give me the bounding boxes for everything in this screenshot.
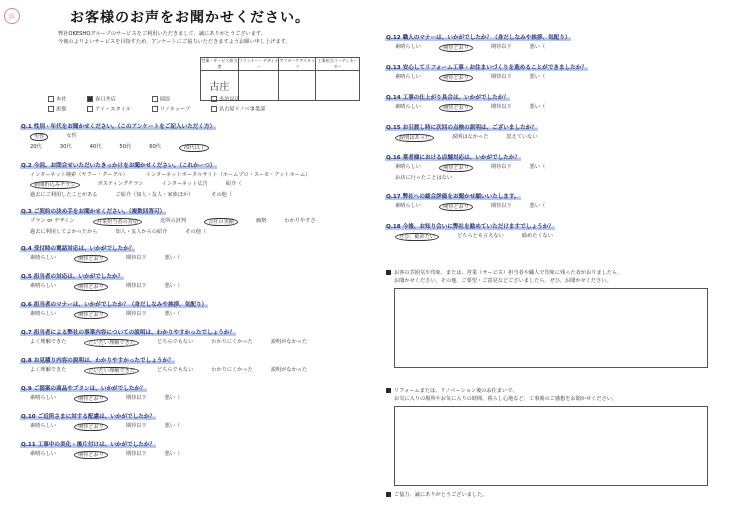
answer-option[interactable]: 期待どおり: [74, 283, 108, 291]
answer-option[interactable]: 60代: [149, 144, 161, 150]
answer-option[interactable]: 期待以下: [490, 74, 512, 80]
answer-option[interactable]: 新聞折込みチラシ: [30, 181, 80, 189]
answer-option[interactable]: 近所の評判: [160, 218, 187, 224]
answer-row: [30, 423, 360, 431]
store-label: 瑞浪: [159, 96, 171, 103]
question-block: [20, 300, 360, 319]
question-block: [20, 440, 360, 459]
answer-option[interactable]: 悪い（: [164, 255, 181, 261]
question-block: [20, 161, 360, 198]
answer-option[interactable]: 説明がなかった: [270, 339, 308, 345]
question-text: Q.11 工事中の美化・後片付けは、いかがでしたか？: [21, 442, 156, 448]
question-text: Q.15 お引渡し時に次回の点検の説明は、ございましたか？: [386, 125, 537, 131]
question-block: [385, 33, 715, 52]
staff-header: プランナー・デザイナー: [238, 58, 279, 69]
comment2-line-2: お気に入りの場所やお気に入りの時間、暮らし心地など、工事後のご感想をお聞かせください。: [394, 396, 618, 402]
question-text: Q.1 性別・年代をお聞かせください。（このアンケートをご記入いただく方）: [21, 124, 216, 130]
question-text: Q.14 工事の仕上がり具合は、いかがでしたか？: [386, 95, 509, 101]
staff-header: 営業・サービス担当者: [201, 58, 238, 69]
staff-cell[interactable]: [279, 71, 316, 101]
intro-line-2: 今後のよりよいサービスを目指すため、アンケートにご協力いただきますようお願い申し上げます。: [58, 39, 291, 45]
question-text: Q.18 今後、お知り合いに弊社を勧めていただけますでしょうか？: [386, 224, 554, 230]
answer-row: [395, 233, 715, 241]
question-block: [385, 192, 715, 211]
question-block: [385, 222, 715, 241]
answer-option[interactable]: 期待以下: [490, 104, 512, 110]
answer-option[interactable]: わかりにくかった: [211, 339, 253, 345]
comment1-heading: [386, 270, 622, 276]
answer-option[interactable]: 悪い（: [529, 74, 546, 80]
question-text: Q.10 ご近所さまに対する配慮は、いかがでしたか？: [21, 414, 156, 420]
checkbox-icon[interactable]: [87, 96, 93, 102]
question-block: [385, 93, 715, 112]
answer-option[interactable]: 悪い（: [529, 164, 546, 170]
answer-option[interactable]: 期待以下: [125, 395, 147, 401]
store-label: 多治見店: [218, 96, 240, 103]
answer-option[interactable]: 20代: [30, 144, 42, 150]
answer-row: [30, 192, 360, 198]
checkbox-icon[interactable]: [48, 106, 54, 112]
answer-option[interactable]: お店に行ったことはない: [395, 175, 453, 181]
answer-option[interactable]: 知人・友人からの紹介: [115, 229, 168, 235]
answer-row: [30, 339, 360, 347]
comment2-box[interactable]: [394, 406, 708, 486]
store-label: 本社: [56, 96, 67, 103]
question-text: Q.13 安心してリフォーム工事・お住まいづくりを進めることができましたか？: [386, 65, 587, 71]
right-column: [385, 33, 715, 252]
answer-option[interactable]: わかりやすさ: [284, 218, 316, 224]
answer-option[interactable]: 素晴らしい: [30, 255, 56, 261]
answer-option[interactable]: 素晴らしい: [30, 423, 56, 429]
question-text: Q.3 ご契約の決め手をお聞かせください。（複数回答可）: [21, 209, 166, 215]
checkbox-icon[interactable]: [87, 106, 93, 112]
answer-option[interactable]: 説明はなかった: [452, 134, 489, 140]
answer-option[interactable]: 男性: [30, 133, 48, 141]
store-option[interactable]: [48, 106, 79, 113]
answer-option[interactable]: 期待どおり: [439, 164, 473, 172]
staff-table: [200, 57, 360, 101]
staff-cell[interactable]: [316, 71, 360, 101]
checkbox-icon[interactable]: [211, 106, 217, 112]
question-text: Q.2 今回、お問合せいただいたきっかけをお聞かせください。（これかーつ）: [21, 163, 216, 169]
question-block: [20, 412, 360, 431]
answer-row: [395, 203, 715, 211]
answer-row: [395, 134, 715, 142]
answer-option[interactable]: 勧めたくない: [521, 233, 553, 239]
answer-row: [30, 255, 360, 263]
answer-option[interactable]: 紹介（: [225, 181, 242, 187]
answer-option[interactable]: 期待どおり: [439, 44, 473, 52]
comment1-line-2: お聞かせください。その他、ご要望・ご意見などございましたら、ぜひ、お聞かせください。: [394, 278, 612, 284]
answer-option[interactable]: 悪い（: [164, 451, 181, 457]
question-block: [20, 272, 360, 291]
answer-option[interactable]: 悪い（: [164, 283, 181, 289]
answer-option[interactable]: 期待どおり: [74, 311, 108, 319]
answer-option[interactable]: 悪い（: [164, 395, 181, 401]
answer-option[interactable]: 素晴らしい: [30, 311, 56, 317]
answer-option[interactable]: 会社の実績: [204, 218, 238, 226]
answer-option[interactable]: 期待以下: [125, 255, 147, 261]
question-block: [385, 63, 715, 82]
answer-option[interactable]: 説明はあった: [395, 134, 434, 142]
comment2-heading: [386, 388, 518, 394]
answer-option[interactable]: だいたい理解できた: [84, 339, 139, 347]
answer-option[interactable]: 40代: [89, 144, 102, 150]
answer-option[interactable]: 期待どおり: [439, 104, 473, 112]
answer-row: [30, 367, 360, 375]
answer-option[interactable]: ぜひ、勧めたい: [395, 233, 439, 241]
bullet-icon: [386, 492, 391, 497]
answer-option[interactable]: どちらでもない: [157, 339, 194, 345]
answer-row: [30, 133, 360, 141]
thanks: [386, 492, 487, 498]
answer-option[interactable]: 素晴らしい: [395, 44, 421, 50]
comment1-box[interactable]: [394, 288, 708, 368]
answer-option[interactable]: 覚えていない: [506, 134, 538, 140]
answer-option[interactable]: よく理解できた: [30, 367, 67, 373]
answer-option[interactable]: わかりにくかった: [211, 367, 253, 373]
answer-row: [30, 395, 360, 403]
answer-row: [30, 311, 360, 319]
question-block: [385, 123, 715, 142]
store-option[interactable]: [48, 96, 79, 103]
answer-row: [395, 175, 715, 181]
answer-option[interactable]: 期待以下: [490, 44, 512, 50]
answer-option[interactable]: インターネットポータルサイト（ホームプロ・スーモ・アットホーム）: [145, 172, 311, 178]
comment1-line-1: お客の雰囲気や印象、または、営業（サービス）担当者や職人で印象に残った者がおりましたら、: [394, 270, 623, 276]
answer-option[interactable]: 素晴らしい: [30, 395, 56, 401]
answer-row: [30, 172, 360, 178]
answer-option[interactable]: 期待どおり: [74, 395, 108, 403]
question-text: Q.12 職人のマナーは、いかがでしたか？（身だしなみや挨拶、気配り）: [386, 35, 571, 41]
answer-option[interactable]: 悪い（: [164, 311, 181, 317]
answer-option[interactable]: 素晴らしい: [395, 203, 421, 209]
question-block: [20, 356, 360, 375]
answer-option[interactable]: 素晴らしい: [395, 164, 421, 170]
store-label: アイ・スタイル: [95, 106, 131, 112]
question-text: Q.5 担当者の対応は、いかがでしたか？: [21, 274, 124, 280]
store-option[interactable]: [152, 96, 203, 103]
answer-option[interactable]: 過去に利用してよかったから: [30, 229, 98, 235]
answer-option[interactable]: 期待以下: [125, 283, 147, 289]
answer-option[interactable]: 期待どおり: [74, 451, 108, 459]
answer-option[interactable]: 悪い（: [529, 104, 546, 110]
answer-option[interactable]: 70代以上: [179, 144, 209, 152]
answer-option[interactable]: 期待以下: [490, 203, 512, 209]
answer-row: [30, 144, 360, 152]
answer-row: [30, 451, 360, 459]
left-column: [20, 122, 360, 468]
store-option[interactable]: [152, 106, 203, 113]
bullet-icon: [386, 270, 391, 275]
checkbox-icon[interactable]: [211, 96, 217, 102]
answer-option[interactable]: 過去にご利用したことがある: [30, 192, 98, 198]
answer-option[interactable]: 50代: [119, 144, 132, 150]
question-text: Q.16 業者様における店舗対応は、いかがでしたか？: [386, 155, 521, 161]
answer-option[interactable]: 素晴らしい: [30, 451, 56, 457]
answer-option[interactable]: 30代: [59, 144, 72, 150]
answer-row: [395, 164, 715, 172]
answer-option[interactable]: 期待どおり: [439, 74, 473, 82]
question-block: [20, 122, 360, 152]
answer-option[interactable]: よく理解できた: [30, 339, 67, 345]
answer-row: [30, 181, 360, 189]
answer-option[interactable]: 期待以下: [125, 451, 147, 457]
answer-option[interactable]: 女性: [66, 133, 77, 139]
answer-row: [30, 283, 360, 291]
answer-option[interactable]: 期待どおり: [74, 255, 108, 263]
question-block: [20, 244, 360, 263]
staff-header: 工事担当コーディネーター: [316, 58, 360, 71]
store-option[interactable]: [87, 96, 144, 103]
answer-option[interactable]: その他（: [185, 229, 207, 235]
question-text: Q.17 弊社への総合評価をお聞かせ願いいたします。: [386, 194, 520, 200]
answer-option[interactable]: 素晴らしい: [30, 283, 56, 289]
answer-option[interactable]: 説明がなかった: [270, 367, 308, 373]
answer-option[interactable]: どちらとも言えない: [457, 233, 504, 239]
checkbox-icon[interactable]: [48, 96, 54, 102]
answer-option[interactable]: インターネット検索（ヤフー・グーグル）: [30, 172, 128, 178]
answer-option[interactable]: 期待以下: [125, 311, 147, 317]
answer-option[interactable]: ポスティングチラシ: [97, 181, 144, 187]
store-label: リノキューブ: [159, 106, 191, 112]
intro-line-1: 弊社OKESHOグループのサービスをご利用いただきまして、誠にありがとうございます。: [58, 31, 266, 37]
answer-option[interactable]: 悪い（: [529, 44, 546, 50]
answer-row: [395, 44, 715, 52]
bullet-icon: [386, 388, 391, 393]
answer-row: [395, 74, 715, 82]
question-text: Q.9 ご提案の商品やプランは、いかがでしたか？: [21, 386, 146, 392]
answer-option[interactable]: インターネット広告: [161, 181, 208, 187]
page-title: お客様のお声をお聞かせください。: [70, 10, 310, 26]
staff-signature: 古庄: [209, 82, 230, 93]
staff-header: アフターケアスタッフ: [279, 58, 316, 69]
checkbox-icon[interactable]: [152, 106, 158, 112]
answer-option[interactable]: どちらでもない: [157, 367, 194, 373]
answer-row: [30, 218, 360, 226]
answer-row: [395, 104, 715, 112]
question-text: Q.7 担当者による弊社の事業内容についての説明は、わかりやすかったでしょうか？: [21, 330, 235, 336]
question-block: [20, 384, 360, 403]
answer-option[interactable]: プラン or デザイン: [30, 218, 75, 224]
store-label: 春日井店: [95, 96, 116, 103]
comment2-line-1: リフォームまたは、リノベーション後のお住まいで、: [394, 388, 518, 394]
thanks-text: ご協力、誠にありがとうございました。: [394, 492, 488, 498]
answer-option[interactable]: その他（: [211, 192, 233, 198]
answer-row: [30, 229, 360, 235]
checkbox-icon[interactable]: [152, 96, 158, 102]
answer-option[interactable]: 期待どおり: [74, 423, 108, 431]
question-block: [385, 153, 715, 181]
store-label: 恵那: [56, 106, 67, 112]
answer-option[interactable]: 営業担当者の対応: [93, 218, 143, 226]
store-checkboxes: [48, 96, 278, 112]
corner-mark: J1: [4, 8, 20, 24]
question-block: [20, 328, 360, 347]
question-text: Q.6 担当者のマナーは、いかがでしたか？（身だしなみや挨拶、気配り）: [21, 302, 208, 308]
answer-option[interactable]: 期待以下: [125, 423, 147, 429]
answer-option[interactable]: 期待以下: [490, 164, 512, 170]
answer-option[interactable]: 価格: [255, 218, 267, 224]
answer-option[interactable]: 期待どおり: [439, 203, 473, 211]
answer-option[interactable]: 素晴らしい: [395, 104, 421, 110]
answer-option[interactable]: 悪い（: [529, 203, 546, 209]
question-text: Q.4 受付時の電話対応は、いかがでしたか？: [21, 246, 135, 252]
store-option[interactable]: [211, 106, 278, 113]
store-option[interactable]: [87, 106, 144, 113]
store-option[interactable]: [211, 96, 278, 103]
answer-option[interactable]: だいたい理解できた: [84, 367, 139, 375]
question-text: Q.8 お見積り内容の説明は、わかりやすかったでしょうか？: [21, 358, 174, 364]
question-block: [20, 207, 360, 235]
answer-option[interactable]: ご紹介（知人・友人・家族ほか）: [115, 192, 194, 198]
answer-option[interactable]: 悪い（: [164, 423, 181, 429]
store-label: 名古屋リノベ事業部: [218, 106, 266, 112]
answer-option[interactable]: 素晴らしい: [395, 74, 421, 80]
